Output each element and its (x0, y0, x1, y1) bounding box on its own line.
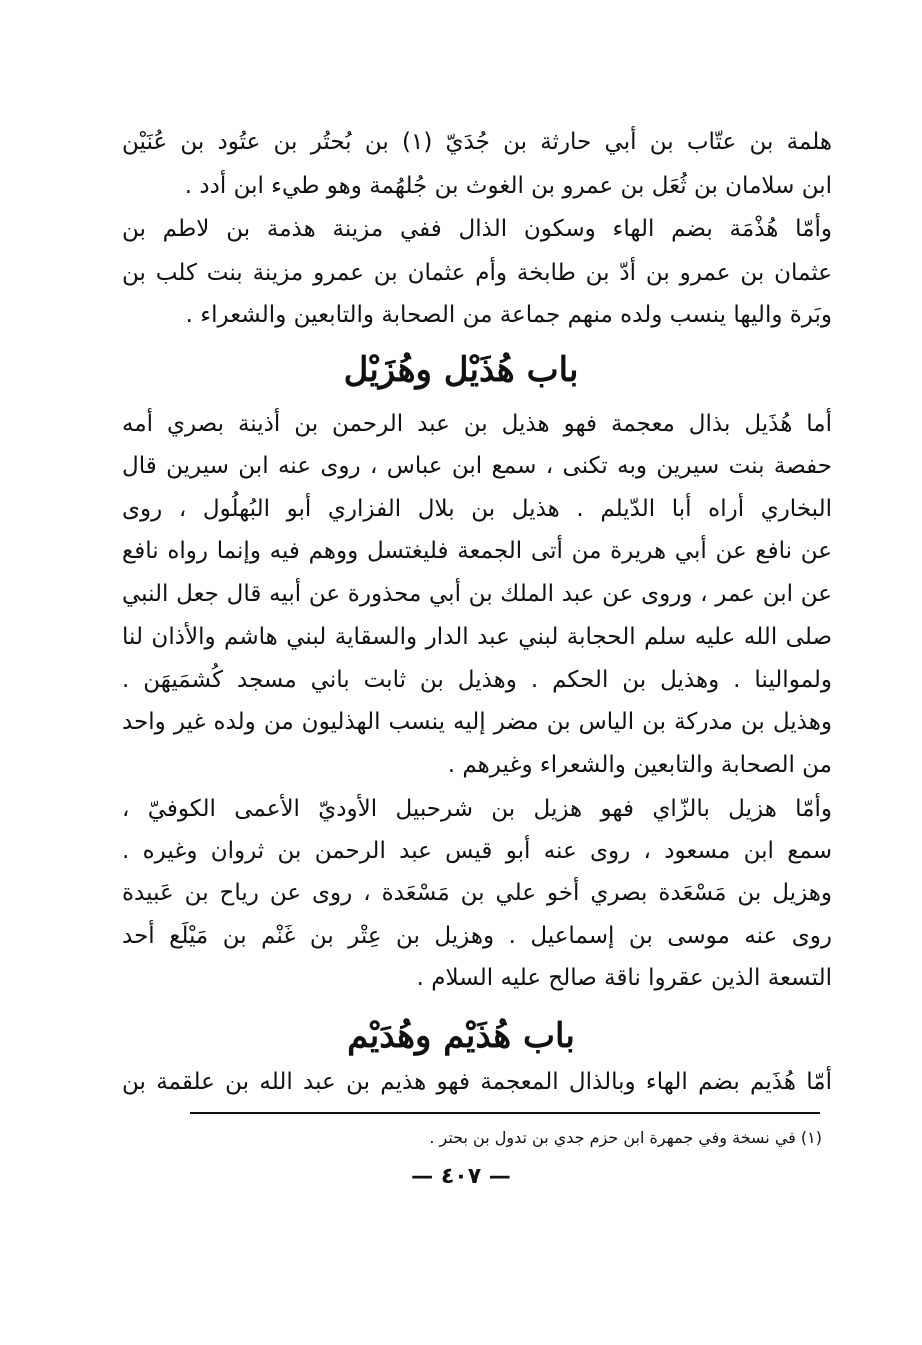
section-heading: باب هُذَيْم وهُدَيْم (347, 1016, 575, 1056)
text-line: سمع ابن مسعود ، روى عنه أبو قيس عبد الرحمن بن ثروان وغيره . (122, 838, 832, 864)
text-line: وأمّا هُذْمَة بضم الهاء وسكون الذال ففي مزينة هذمة بن لاطم بن (122, 216, 832, 242)
text-line: التسعة الذين عقروا ناقة صالح عليه السلام . (416, 965, 832, 991)
text-line: حفصة بنت سيرين وبه تكنى ، سمع ابن عباس ، روى عنه ابن سيرين قال (122, 453, 832, 479)
text-line: عن ابن عمر ، وروى عن عبد الملك بن أبي محذورة عن أبيه قال جعل النبي (122, 581, 832, 607)
text-line: روى عنه موسى بن إسماعيل . وهزيل بن عِتْر بن غَنْم بن مَيْلَع أحد (122, 923, 832, 949)
text-line: عثمان بن عمرو بن أدّ بن طابخة وأم عثمان بن عمرو مزينة بنت كلب بن (122, 260, 832, 286)
section-heading: باب هُذَيْل وهُزَيْل (343, 350, 579, 390)
text-line: ابن سلامان بن ثُعَل بن عمرو بن الغوث بن جُلهُمة وهو طيء ابن أدد . (184, 173, 832, 199)
footnote-divider (190, 1112, 820, 1114)
text-line: أمّا هُذَيم بضم الهاء وبالذال المعجمة فهو هذيم بن عبد الله بن علقمة بن (122, 1069, 832, 1095)
text-line: صلى الله عليه سلم الحجابة لبني عبد الدار والسقاية لبني هاشم والأذان لنا (122, 624, 832, 650)
text-line: أما هُذَيل بذال معجمة فهو هذيل بن عبد الرحمن بن أذينة بصري أمه (122, 411, 832, 437)
footnote: (١) في نسخة وفي جمهرة ابن حزم جدي بن تدول بن بحتر . (429, 1128, 822, 1147)
text-line: وأمّا هزيل بالزّاي فهو هزيل بن شرحبيل الأوديّ الأعمى الكوفيّ ، (122, 796, 832, 822)
text-line: عن نافع عن أبي هريرة من أتى الجمعة فليغتسل ووهم فيه وإنما رواه نافع (122, 538, 832, 564)
text-line: وبَرة واليها ينسب ولده منهم جماعة من الصحابة والتابعين والشعراء . (185, 302, 832, 328)
text-line: وهذيل بن مدركة بن الياس بن مضر إليه ينسب الهذليون من ولده غير واحد (122, 709, 832, 735)
page-number: — ٤٠٧ — (411, 1164, 511, 1189)
text-line: وهزيل بن مَسْعَدة بصري أخو علي بن مَسْعَدة ، روى عن رياح بن عَبيدة (122, 880, 832, 906)
text-line: من الصحابة والتابعين والشعراء وغيرهم . (447, 752, 832, 778)
text-line: ولموالينا . وهذيل بن الحكم . وهذيل بن ثابت باني مسجد كُشمَيهَن . (122, 667, 832, 693)
text-line: البخاري أراه أبا الدّيلم . هذيل بن بلال الفزاري أبو البُهلُول ، روى (122, 496, 832, 522)
text-line: هلمة بن عتّاب بن أبي حارثة بن جُدَيّ (١) بن بُحتُر بن عتُود بن عُنَيْن (122, 129, 832, 155)
